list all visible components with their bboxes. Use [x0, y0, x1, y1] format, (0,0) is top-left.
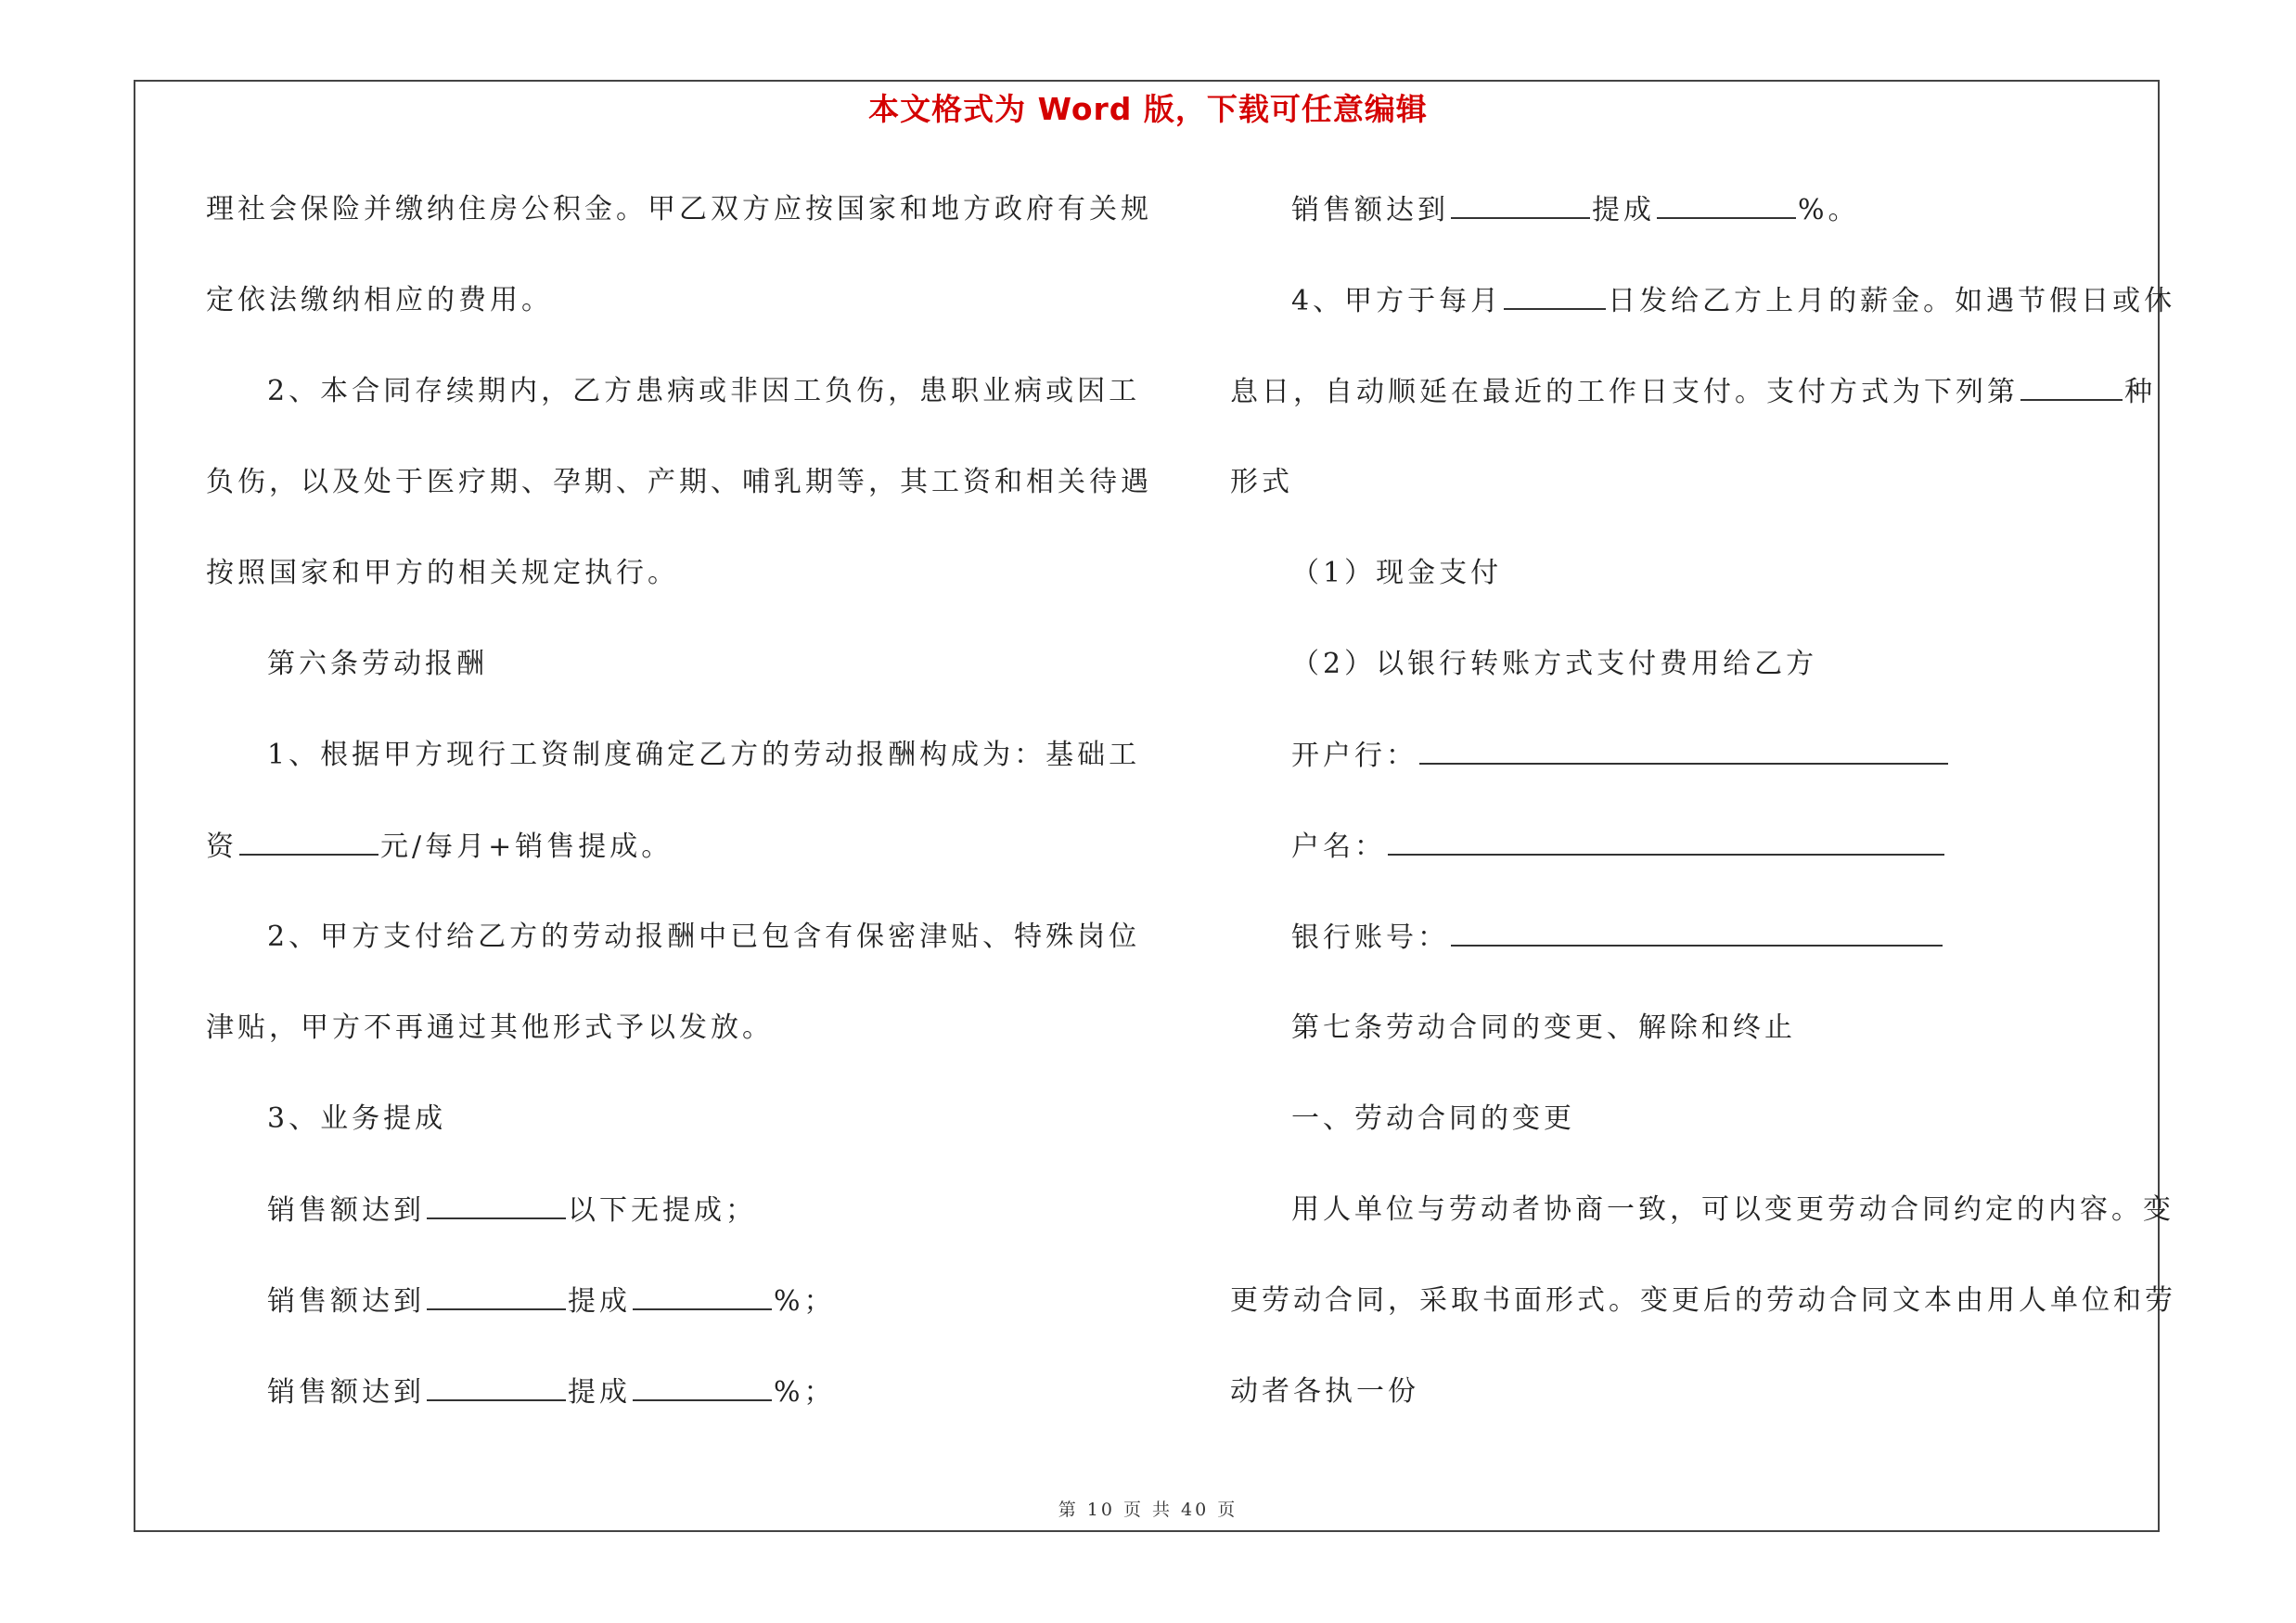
- text: 销售额达到: [267, 1285, 425, 1318]
- right-line-8: [1291, 828, 1946, 866]
- right-line-3: [1230, 373, 2156, 411]
- fill-blank-sales-threshold[interactable]: [427, 1191, 566, 1219]
- fill-blank-base-salary[interactable]: [239, 828, 378, 856]
- left-line-14: [267, 1373, 836, 1411]
- text: 日发给乙方上月的薪金。如遇节假日或休: [1608, 285, 2176, 317]
- text: %。: [1798, 194, 1860, 226]
- fill-blank-sales[interactable]: [427, 1373, 566, 1401]
- right-line-9: [1291, 919, 1944, 957]
- page-number: 第 10 页 共 40 页: [1058, 1500, 1238, 1520]
- left-line-9: 2、甲方支付给乙方的劳动报酬中已包含有保密津贴、特殊岗位: [267, 921, 1141, 953]
- fill-blank-commission[interactable]: [633, 1282, 772, 1310]
- text: 户名：: [1291, 831, 1386, 863]
- left-line-2: 定依法缴纳相应的费用。: [206, 284, 553, 316]
- right-line-2: [1291, 282, 2175, 320]
- right-line-7: [1291, 737, 1950, 775]
- text: 种: [2124, 376, 2156, 408]
- fill-blank-pay-method[interactable]: [2020, 373, 2123, 401]
- fill-blank-account-name[interactable]: [1388, 828, 1944, 856]
- text: 元/每月+销售提成。: [380, 831, 673, 863]
- text: 以下无提成；: [568, 1194, 757, 1227]
- left-line-5: 按照国家和甲方的相关规定执行。: [206, 557, 679, 589]
- format-banner: 本文格式为 Word 版，下载可任意编辑: [868, 91, 1428, 127]
- right-line-12: 用人单位与劳动者协商一致，可以变更劳动合同约定的内容。变: [1291, 1193, 2174, 1226]
- text: 销售额达到: [267, 1376, 425, 1409]
- fill-blank-commission[interactable]: [633, 1373, 772, 1401]
- left-line-3: 2、本合同存续期内，乙方患病或非因工负伤，患职业病或因工: [267, 375, 1141, 407]
- text: %；: [774, 1376, 836, 1409]
- right-line-6: （2）以银行转账方式支付费用给乙方: [1291, 648, 1818, 680]
- fill-blank-pay-day[interactable]: [1504, 282, 1606, 310]
- right-line-5: （1）现金支付: [1291, 557, 1503, 589]
- left-line-11: 3、业务提成: [267, 1102, 447, 1135]
- right-line-14: 动者各执一份: [1230, 1375, 1419, 1408]
- fill-blank-sales[interactable]: [427, 1282, 566, 1310]
- left-line-1: 理社会保险并缴纳住房公积金。甲乙双方应按国家和地方政府有关规: [206, 193, 1152, 225]
- text: 提成: [1592, 194, 1655, 226]
- fill-blank-bank-name[interactable]: [1419, 737, 1948, 765]
- fill-blank-sales[interactable]: [1451, 191, 1590, 219]
- right-line-4: 形式: [1230, 466, 1293, 498]
- left-line-8: [206, 828, 673, 866]
- left-line-13: [267, 1282, 836, 1320]
- left-line-12: [267, 1191, 757, 1230]
- text: 息日，自动顺延在最近的工作日支付。支付方式为下列第: [1230, 376, 2019, 408]
- left-line-4: 负伤，以及处于医疗期、孕期、产期、哺乳期等，其工资和相关待遇: [206, 466, 1152, 498]
- text: 开户行：: [1291, 740, 1417, 772]
- right-line-11: 一、劳动合同的变更: [1291, 1102, 1575, 1135]
- left-line-7: 1、根据甲方现行工资制度确定乙方的劳动报酬构成为：基础工: [267, 739, 1141, 771]
- left-line-10: 津贴，甲方不再通过其他形式予以发放。: [206, 1011, 774, 1044]
- text: 提成: [568, 1285, 631, 1318]
- text: %；: [774, 1285, 836, 1318]
- text: 销售额达到: [267, 1194, 425, 1227]
- text: 提成: [568, 1376, 631, 1409]
- text: 4、甲方于每月: [1291, 285, 1503, 317]
- right-line-13: 更劳动合同，采取书面形式。变更后的劳动合同文本由用人单位和劳: [1230, 1284, 2176, 1317]
- fill-blank-commission[interactable]: [1657, 191, 1796, 219]
- text: 销售额达到: [1291, 194, 1449, 226]
- text: 资: [206, 831, 237, 863]
- section-6-heading: 第六条劳动报酬: [267, 648, 488, 680]
- text: 银行账号：: [1291, 921, 1449, 954]
- fill-blank-account-number[interactable]: [1451, 919, 1943, 947]
- section-7-heading: 第七条劳动合同的变更、解除和终止: [1291, 1011, 1796, 1044]
- right-line-1: [1291, 191, 1860, 229]
